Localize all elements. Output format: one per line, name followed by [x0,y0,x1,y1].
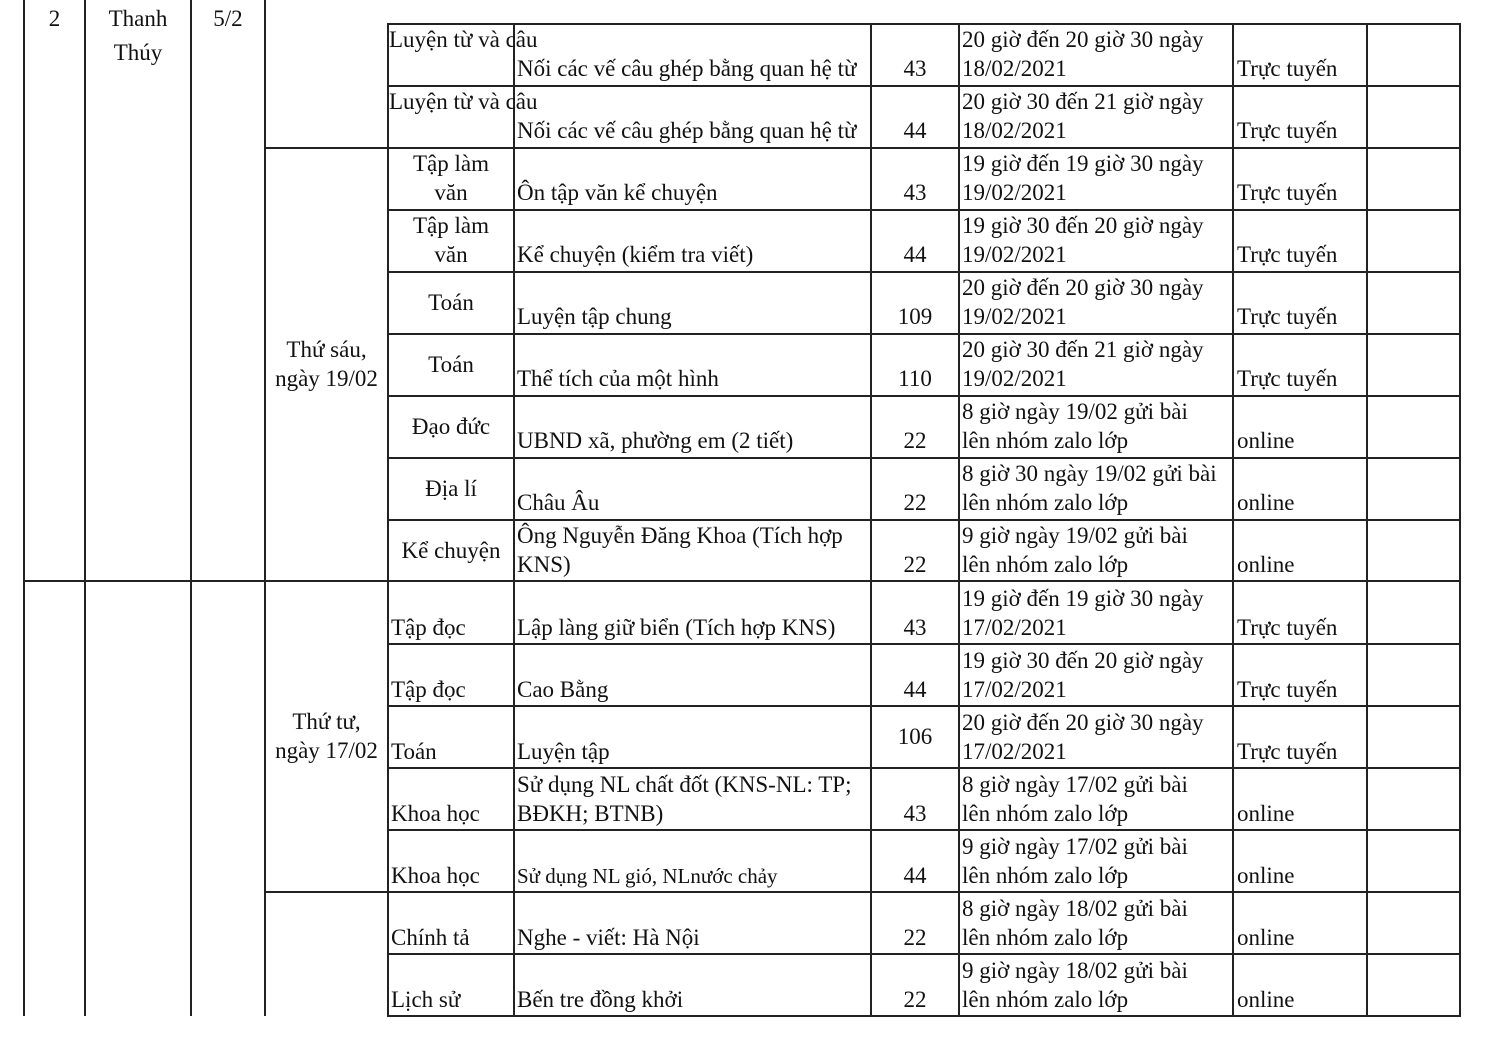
lesson-cell: Sử dụng NL gió, NLnước chảy [517,864,778,888]
lesson-cell: Lập làng giữ biển (Tích hợp KNS) [517,615,836,640]
mode-cell: online [1237,863,1295,888]
mode-cell: Trực tuyến [1237,366,1338,391]
subject-cell: Tập làm văn [413,151,489,205]
row-border [264,891,1461,893]
time-cell: 9 giờ ngày 19/02 gửi bài lên nhóm zalo lớp [962,523,1188,577]
mode-cell: Trực tuyến [1237,180,1338,205]
time-cell: 20 giờ đến 20 giờ 30 ngày 19/02/2021 [962,275,1204,329]
lesson-cell: Nối các vế câu ghép bằng quan hệ từ [517,56,857,81]
day-label: Thứ tư, ngày 17/02 [275,709,378,763]
subject-cell: Luyện từ và câu [389,27,538,52]
period-cell: 22 [903,428,927,453]
row-border [387,767,1461,769]
subject-cell: Khoa học [391,801,480,826]
time-cell: 20 giờ đến 20 giờ 30 ngày 18/02/2021 [962,27,1204,81]
mode-cell: Trực tuyến [1237,118,1338,143]
lesson-cell: Kể chuyện (kiểm tra viết) [517,242,754,267]
mode-cell: online [1237,987,1295,1012]
period-cell: 44 [903,242,927,267]
time-cell: 8 giờ ngày 18/02 gửi bài lên nhóm zalo lớp [962,896,1188,950]
time-cell: 20 giờ 30 đến 21 giờ ngày 18/02/2021 [962,89,1204,143]
mode-cell: Trực tuyến [1237,242,1338,267]
lesson-cell: Luyện tập chung [517,304,672,329]
period-cell: 22 [903,925,927,950]
row-border [387,829,1461,831]
col-border [84,0,86,1016]
subject-cell: Toán [391,739,437,764]
row-border [387,1015,1461,1017]
time-cell: 19 giờ 30 đến 20 giờ ngày 19/02/2021 [962,213,1204,267]
lesson-cell: UBND xã, phường em (2 tiết) [517,428,794,453]
lesson-cell: Ôn tập văn kể chuyện [517,180,718,205]
row-border [387,643,1461,645]
period-cell: 109 [897,304,933,329]
subject-cell: Lịch sử [391,987,461,1012]
row-border [387,209,1461,211]
time-cell: 19 giờ 30 đến 20 giờ ngày 17/02/2021 [962,648,1204,702]
mode-cell: Trực tuyến [1237,677,1338,702]
row-border [23,580,1461,582]
time-cell: 19 giờ đến 19 giờ 30 ngày 17/02/2021 [962,586,1204,640]
row-border [387,23,1461,25]
row-border [387,271,1461,273]
period-cell: 106 [897,724,933,749]
col-border [264,0,266,1016]
period-cell: 22 [903,987,927,1012]
period-cell: 43 [903,801,927,826]
row-border [387,705,1461,707]
subject-cell: Kể chuyện [401,538,501,563]
subject-cell: Tập làm văn [413,213,489,267]
time-cell: 8 giờ ngày 19/02 gửi bài lên nhóm zalo lớp [962,399,1188,453]
subject-cell: Tập đọc [391,677,466,702]
time-cell: 9 giờ ngày 18/02 gửi bài lên nhóm zalo lớp [962,958,1188,1012]
lesson-cell: Châu Âu [517,490,600,515]
mode-cell: Trực tuyến [1237,615,1338,640]
period-cell: 22 [903,552,927,577]
mode-cell: Trực tuyến [1237,56,1338,81]
lesson-cell: Cao Bằng [517,677,609,702]
class-name: 5/2 [213,6,243,31]
lesson-cell: Ông Nguyễn Đăng Khoa (Tích hợp KNS) [517,523,843,577]
subject-cell: Khoa học [391,863,480,888]
row-border [387,395,1461,397]
col-border [190,0,192,1016]
mode-cell: online [1237,490,1295,515]
time-cell: 8 giờ ngày 17/02 gửi bài lên nhóm zalo lớp [962,772,1188,826]
subject-cell: Chính tả [391,925,470,950]
row-border [387,457,1461,459]
time-cell: 19 giờ đến 19 giờ 30 ngày 19/02/2021 [962,151,1204,205]
period-cell: 44 [903,863,927,888]
mode-cell: Trực tuyến [1237,739,1338,764]
lesson-cell: Nghe - viết: Hà Nội [517,925,700,950]
lesson-cell: Thể tích của một hình [517,366,719,391]
period-cell: 43 [903,56,927,81]
lesson-cell: Sử dụng NL chất đốt (KNS-NL: TP; BĐKH; BTNB) [517,772,852,826]
period-cell: 110 [898,366,932,391]
period-cell: 44 [903,677,927,702]
subject-cell: Tập đọc [391,615,466,640]
row-border [387,333,1461,335]
time-cell: 20 giờ 30 đến 21 giờ ngày 19/02/2021 [962,337,1204,391]
time-cell: 8 giờ 30 ngày 19/02 gửi bài lên nhóm zalo lớp [962,461,1217,515]
row-border [387,85,1461,87]
time-cell: 20 giờ đến 20 giờ 30 ngày 17/02/2021 [962,710,1204,764]
mode-cell: online [1237,552,1295,577]
day-label: Thứ sáu, ngày 19/02 [275,337,378,391]
mode-cell: online [1237,428,1295,453]
subject-cell: Toán [428,352,474,377]
subject-cell: Đạo đức [411,414,491,439]
period-cell: 22 [903,490,927,515]
teacher-name-partial: Thanh [108,6,168,31]
row-border [387,953,1461,955]
teacher-name: Thúy [113,40,163,65]
lesson-cell: Nối các vế câu ghép bằng quan hệ từ [517,118,857,143]
time-cell: 9 giờ ngày 17/02 gửi bài lên nhóm zalo lớp [962,834,1188,888]
mode-cell: online [1237,801,1295,826]
lesson-cell: Luyện tập [517,739,610,764]
mode-cell: Trực tuyến [1237,304,1338,329]
subject-cell: Luyện từ và câu [389,89,538,114]
lesson-cell: Bến tre đồng khởi [517,987,684,1012]
period-cell: 43 [903,180,927,205]
subject-cell: Địa lí [425,476,477,501]
mode-cell: online [1237,925,1295,950]
subject-cell: Toán [428,290,474,315]
period-cell: 44 [903,118,927,143]
stt-cell: 2 [48,6,61,31]
col-border [23,0,25,1016]
period-cell: 43 [903,615,927,640]
